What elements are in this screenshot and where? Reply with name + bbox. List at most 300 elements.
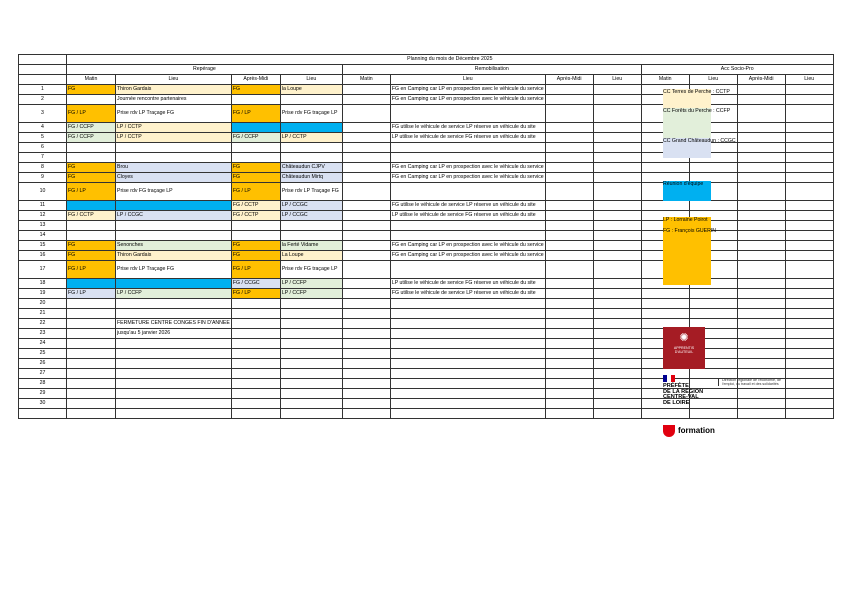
schedule-cell[interactable]: FG en Camping car LP en prospection avec le véhicule du service [390,241,545,251]
schedule-cell[interactable]: LP / CCFP [116,289,232,299]
schedule-cell[interactable] [593,329,641,339]
schedule-cell[interactable] [593,241,641,251]
schedule-cell[interactable] [67,309,116,319]
schedule-cell[interactable] [116,379,232,389]
schedule-cell[interactable] [342,289,390,299]
schedule-cell[interactable] [593,201,641,211]
schedule-cell[interactable] [689,201,737,211]
schedule-cell[interactable] [116,309,232,319]
schedule-cell[interactable] [67,339,116,349]
schedule-cell[interactable] [280,339,342,349]
schedule-cell[interactable] [785,123,833,133]
schedule-cell[interactable] [231,153,280,163]
schedule-cell[interactable] [737,299,785,309]
schedule-cell[interactable] [280,319,342,329]
schedule-cell[interactable] [67,369,116,379]
schedule-cell[interactable] [231,409,280,419]
schedule-cell[interactable] [390,261,545,279]
schedule-cell[interactable] [116,279,232,289]
schedule-cell[interactable]: FG / LP [67,183,116,201]
schedule-cell[interactable] [593,399,641,409]
schedule-cell[interactable] [280,143,342,153]
schedule-cell[interactable]: FG [67,85,116,95]
schedule-cell[interactable] [545,369,593,379]
schedule-cell[interactable]: FG [231,173,280,183]
schedule-cell[interactable] [67,359,116,369]
schedule-cell[interactable] [545,241,593,251]
schedule-cell[interactable] [785,319,833,329]
schedule-cell[interactable] [390,329,545,339]
schedule-cell[interactable] [67,399,116,409]
schedule-cell[interactable] [737,261,785,279]
schedule-cell[interactable]: FG / CCGC [231,279,280,289]
schedule-cell[interactable] [390,105,545,123]
schedule-cell[interactable]: FG [67,241,116,251]
schedule-cell[interactable] [785,143,833,153]
schedule-cell[interactable] [231,399,280,409]
schedule-cell[interactable] [545,409,593,419]
schedule-cell[interactable]: FG en Camping car LP en prospection avec le véhicule du service [390,85,545,95]
schedule-cell[interactable]: FG / CCFP [67,133,116,143]
schedule-cell[interactable]: FG utilise le véhicule de service LP réserve un véhicule du site [390,201,545,211]
schedule-cell[interactable]: FG [231,241,280,251]
schedule-cell[interactable] [67,389,116,399]
schedule-cell[interactable] [231,143,280,153]
schedule-cell[interactable] [689,299,737,309]
schedule-cell[interactable] [593,231,641,241]
schedule-cell[interactable] [545,123,593,133]
schedule-cell[interactable] [545,309,593,319]
schedule-cell[interactable]: FG / LP [231,105,280,123]
schedule-cell[interactable] [737,399,785,409]
schedule-cell[interactable] [116,409,232,419]
schedule-cell[interactable] [390,409,545,419]
schedule-cell[interactable] [280,309,342,319]
schedule-cell[interactable] [342,349,390,359]
schedule-cell[interactable] [231,221,280,231]
schedule-cell[interactable] [280,221,342,231]
schedule-cell[interactable] [737,231,785,241]
schedule-cell[interactable] [593,389,641,399]
schedule-cell[interactable] [342,183,390,201]
schedule-cell[interactable]: Prise rdv LP Traçage FG [116,105,232,123]
schedule-cell[interactable] [545,173,593,183]
schedule-cell[interactable] [593,339,641,349]
schedule-cell[interactable] [737,319,785,329]
schedule-cell[interactable]: FG / LP [231,289,280,299]
schedule-cell[interactable] [545,221,593,231]
schedule-cell[interactable] [342,123,390,133]
schedule-cell[interactable]: LP / CCGC [280,201,342,211]
schedule-cell[interactable] [342,105,390,123]
schedule-cell[interactable] [641,299,689,309]
schedule-cell[interactable] [593,85,641,95]
schedule-cell[interactable] [342,279,390,289]
schedule-cell[interactable]: FG / LP [67,289,116,299]
schedule-cell[interactable] [545,183,593,201]
schedule-cell[interactable] [342,399,390,409]
schedule-cell[interactable]: FG / CCTP [231,211,280,221]
schedule-cell[interactable] [545,201,593,211]
schedule-cell[interactable] [390,309,545,319]
schedule-cell[interactable] [593,173,641,183]
schedule-cell[interactable] [231,123,280,133]
schedule-cell[interactable] [67,201,116,211]
schedule-cell[interactable]: FG / CCFP [231,133,280,143]
schedule-cell[interactable]: FG [231,163,280,173]
schedule-cell[interactable] [280,409,342,419]
schedule-cell[interactable] [593,299,641,309]
schedule-cell[interactable] [280,379,342,389]
schedule-cell[interactable] [593,319,641,329]
schedule-cell[interactable]: Thiron Gardais [116,85,232,95]
schedule-cell[interactable] [231,359,280,369]
schedule-cell[interactable]: FG [67,163,116,173]
schedule-cell[interactable] [737,369,785,379]
schedule-cell[interactable] [231,349,280,359]
schedule-cell[interactable] [737,221,785,231]
schedule-cell[interactable] [593,279,641,289]
schedule-cell[interactable] [280,153,342,163]
schedule-cell[interactable] [545,143,593,153]
schedule-cell[interactable] [545,289,593,299]
schedule-cell[interactable] [785,369,833,379]
schedule-cell[interactable] [737,251,785,261]
schedule-cell[interactable] [737,105,785,123]
schedule-cell[interactable] [390,399,545,409]
schedule-cell[interactable] [342,379,390,389]
schedule-cell[interactable] [342,133,390,143]
schedule-cell[interactable]: LP / CCTP [116,123,232,133]
schedule-cell[interactable] [593,143,641,153]
schedule-cell[interactable] [545,163,593,173]
schedule-cell[interactable] [390,221,545,231]
schedule-cell[interactable] [67,379,116,389]
schedule-cell[interactable] [737,133,785,143]
schedule-cell[interactable]: FG / LP [67,261,116,279]
schedule-cell[interactable] [593,221,641,231]
schedule-cell[interactable] [593,105,641,123]
schedule-cell[interactable] [785,221,833,231]
schedule-cell[interactable] [342,143,390,153]
schedule-cell[interactable]: Châteaudun Mirtq [280,173,342,183]
schedule-cell[interactable] [545,349,593,359]
schedule-cell[interactable] [116,369,232,379]
schedule-cell[interactable] [593,289,641,299]
schedule-cell[interactable] [280,349,342,359]
schedule-cell[interactable] [280,399,342,409]
schedule-cell[interactable] [390,339,545,349]
schedule-cell[interactable] [545,319,593,329]
schedule-cell[interactable] [342,329,390,339]
schedule-cell[interactable]: FG [67,173,116,183]
schedule-cell[interactable] [342,359,390,369]
schedule-cell[interactable]: FG utilise le véhicule de service LP réserve un véhicule du site [390,289,545,299]
schedule-cell[interactable] [737,85,785,95]
schedule-cell[interactable] [67,349,116,359]
schedule-cell[interactable]: La Loupe [280,251,342,261]
schedule-cell[interactable]: FG [67,251,116,261]
schedule-cell[interactable] [785,379,833,389]
schedule-cell[interactable] [342,319,390,329]
schedule-cell[interactable] [231,339,280,349]
schedule-cell[interactable] [737,389,785,399]
schedule-cell[interactable]: Thiron Gardais [116,251,232,261]
schedule-cell[interactable] [737,309,785,319]
schedule-cell[interactable] [785,309,833,319]
schedule-cell[interactable] [737,241,785,251]
schedule-cell[interactable] [116,231,232,241]
schedule-cell[interactable] [390,389,545,399]
schedule-cell[interactable] [593,369,641,379]
schedule-cell[interactable] [342,389,390,399]
schedule-cell[interactable] [231,95,280,105]
schedule-cell[interactable]: Prise rdv LP Traçage FG [116,261,232,279]
schedule-cell[interactable] [737,409,785,419]
schedule-cell[interactable]: Prise rdv LP Traçage FG [280,183,342,201]
schedule-cell[interactable] [545,399,593,409]
schedule-cell[interactable] [231,319,280,329]
schedule-cell[interactable] [116,399,232,409]
schedule-cell[interactable] [390,231,545,241]
schedule-cell[interactable] [545,211,593,221]
schedule-cell[interactable]: LP utilise le véhicule de service FG réserve un véhicule du site [390,133,545,143]
schedule-cell[interactable] [116,221,232,231]
schedule-cell[interactable] [593,359,641,369]
schedule-cell[interactable] [785,241,833,251]
schedule-cell[interactable] [737,123,785,133]
schedule-cell[interactable] [342,85,390,95]
schedule-cell[interactable] [785,389,833,399]
schedule-cell[interactable] [689,309,737,319]
schedule-cell[interactable] [67,279,116,289]
schedule-cell[interactable] [116,299,232,309]
schedule-cell[interactable]: la Ferté Vidame [280,241,342,251]
schedule-cell[interactable] [545,379,593,389]
schedule-cell[interactable] [116,339,232,349]
schedule-cell[interactable] [689,289,737,299]
schedule-cell[interactable] [67,231,116,241]
schedule-cell[interactable]: FG / CCTP [67,211,116,221]
schedule-cell[interactable] [785,133,833,143]
schedule-cell[interactable] [342,211,390,221]
schedule-cell[interactable]: Journée rencontre partenaires [116,95,232,105]
schedule-cell[interactable] [641,409,689,419]
schedule-cell[interactable] [545,231,593,241]
schedule-cell[interactable] [280,369,342,379]
schedule-cell[interactable] [785,349,833,359]
schedule-cell[interactable] [593,379,641,389]
schedule-cell[interactable] [593,261,641,279]
schedule-cell[interactable]: FG en Camping car LP en prospection avec le véhicule du service [390,173,545,183]
schedule-cell[interactable]: Brou [116,163,232,173]
schedule-cell[interactable] [785,85,833,95]
schedule-cell[interactable] [785,163,833,173]
schedule-cell[interactable]: FG / LP [67,105,116,123]
schedule-cell[interactable]: Prise rdv FG traçage LP [116,183,232,201]
schedule-cell[interactable] [737,201,785,211]
schedule-cell[interactable] [737,211,785,221]
schedule-cell[interactable]: FG en Camping car LP en prospection avec le véhicule du service [390,251,545,261]
schedule-cell[interactable] [342,95,390,105]
schedule-cell[interactable] [67,319,116,329]
schedule-cell[interactable]: LP / CCTP [116,133,232,143]
schedule-cell[interactable] [593,163,641,173]
schedule-cell[interactable] [737,153,785,163]
schedule-cell[interactable]: Châteaudun CJPV [280,163,342,173]
schedule-cell[interactable]: LP utilise le véhicule de service FG réserve un véhicule du site [390,211,545,221]
schedule-cell[interactable] [689,409,737,419]
schedule-cell[interactable] [67,409,116,419]
schedule-cell[interactable] [641,163,689,173]
schedule-cell[interactable] [116,389,232,399]
schedule-cell[interactable]: FG [231,85,280,95]
schedule-cell[interactable] [737,163,785,173]
schedule-cell[interactable] [545,299,593,309]
schedule-cell[interactable] [785,183,833,201]
schedule-cell[interactable] [785,95,833,105]
schedule-cell[interactable] [116,201,232,211]
schedule-cell[interactable] [342,201,390,211]
schedule-cell[interactable] [280,389,342,399]
schedule-cell[interactable] [390,379,545,389]
schedule-cell[interactable] [280,299,342,309]
schedule-cell[interactable] [737,143,785,153]
schedule-cell[interactable] [545,261,593,279]
schedule-cell[interactable] [67,221,116,231]
schedule-cell[interactable]: FG / CCFP [67,123,116,133]
schedule-cell[interactable] [737,279,785,289]
schedule-cell[interactable]: LP / CCFP [280,289,342,299]
schedule-cell[interactable] [689,163,737,173]
schedule-cell[interactable] [116,359,232,369]
schedule-cell[interactable] [785,339,833,349]
schedule-cell[interactable]: LP / CCGC [280,211,342,221]
schedule-cell[interactable] [737,95,785,105]
schedule-cell[interactable] [390,369,545,379]
schedule-cell[interactable] [390,299,545,309]
schedule-cell[interactable] [342,339,390,349]
schedule-cell[interactable] [67,153,116,163]
schedule-cell[interactable]: FG en Camping car LP en prospection avec le véhicule du service [390,95,545,105]
schedule-cell[interactable] [342,309,390,319]
schedule-cell[interactable] [641,289,689,299]
schedule-cell[interactable] [116,349,232,359]
schedule-cell[interactable]: FG en Camping car LP en prospection avec le véhicule du service [390,163,545,173]
schedule-cell[interactable]: LP utilise le véhicule de service FG réserve un véhicule du site [390,279,545,289]
schedule-cell[interactable] [593,183,641,201]
schedule-cell[interactable] [390,359,545,369]
schedule-cell[interactable] [545,133,593,143]
schedule-cell[interactable] [737,349,785,359]
schedule-cell[interactable] [545,85,593,95]
schedule-cell[interactable] [545,279,593,289]
schedule-cell[interactable] [231,329,280,339]
schedule-cell[interactable] [280,329,342,339]
schedule-cell[interactable] [545,251,593,261]
schedule-cell[interactable]: FG [231,251,280,261]
schedule-cell[interactable] [280,95,342,105]
schedule-cell[interactable]: FG / CCTP [231,201,280,211]
schedule-cell[interactable] [785,279,833,289]
schedule-cell[interactable] [545,153,593,163]
schedule-cell[interactable]: jusqu'au 5 janvier 2026 [116,329,232,339]
schedule-cell[interactable] [593,251,641,261]
schedule-cell[interactable] [593,309,641,319]
schedule-cell[interactable] [785,289,833,299]
schedule-cell[interactable] [785,329,833,339]
schedule-cell[interactable] [67,143,116,153]
schedule-cell[interactable] [785,251,833,261]
schedule-cell[interactable]: LP / CCGC [116,211,232,221]
schedule-cell[interactable] [641,309,689,319]
schedule-cell[interactable] [785,211,833,221]
schedule-cell[interactable] [737,183,785,201]
schedule-cell[interactable] [390,143,545,153]
schedule-cell[interactable] [785,105,833,123]
schedule-cell[interactable] [342,409,390,419]
schedule-cell[interactable] [280,359,342,369]
schedule-cell[interactable] [593,409,641,419]
schedule-cell[interactable] [593,349,641,359]
schedule-cell[interactable] [737,289,785,299]
schedule-cell[interactable] [231,299,280,309]
schedule-cell[interactable] [342,261,390,279]
schedule-cell[interactable] [342,163,390,173]
schedule-cell[interactable] [67,329,116,339]
schedule-cell[interactable] [785,231,833,241]
schedule-cell[interactable] [737,359,785,369]
schedule-cell[interactable]: Senonches [116,241,232,251]
schedule-cell[interactable] [342,251,390,261]
schedule-cell[interactable] [280,123,342,133]
schedule-cell[interactable] [67,95,116,105]
schedule-cell[interactable] [231,389,280,399]
schedule-cell[interactable]: FG utilise le véhicule de service LP réserve un véhicule du site [390,123,545,133]
schedule-cell[interactable] [785,153,833,163]
schedule-cell[interactable] [390,349,545,359]
schedule-cell[interactable] [545,389,593,399]
schedule-cell[interactable] [785,399,833,409]
schedule-cell[interactable] [390,183,545,201]
schedule-cell[interactable] [641,201,689,211]
schedule-cell[interactable] [231,369,280,379]
schedule-cell[interactable] [67,299,116,309]
schedule-cell[interactable] [342,231,390,241]
schedule-cell[interactable] [390,319,545,329]
schedule-cell[interactable] [737,329,785,339]
schedule-cell[interactable] [342,221,390,231]
schedule-cell[interactable] [785,201,833,211]
schedule-cell[interactable] [593,153,641,163]
schedule-cell[interactable] [545,339,593,349]
schedule-cell[interactable] [785,261,833,279]
schedule-cell[interactable] [785,173,833,183]
schedule-cell[interactable] [545,95,593,105]
schedule-cell[interactable] [785,359,833,369]
schedule-cell[interactable] [593,211,641,221]
schedule-cell[interactable] [342,369,390,379]
schedule-cell[interactable] [593,133,641,143]
schedule-cell[interactable] [231,231,280,241]
schedule-cell[interactable]: FG / LP [231,261,280,279]
schedule-cell[interactable] [342,173,390,183]
schedule-cell[interactable] [116,153,232,163]
schedule-cell[interactable] [593,123,641,133]
schedule-cell[interactable] [785,409,833,419]
schedule-cell[interactable] [545,359,593,369]
schedule-cell[interactable]: la Loupe [280,85,342,95]
